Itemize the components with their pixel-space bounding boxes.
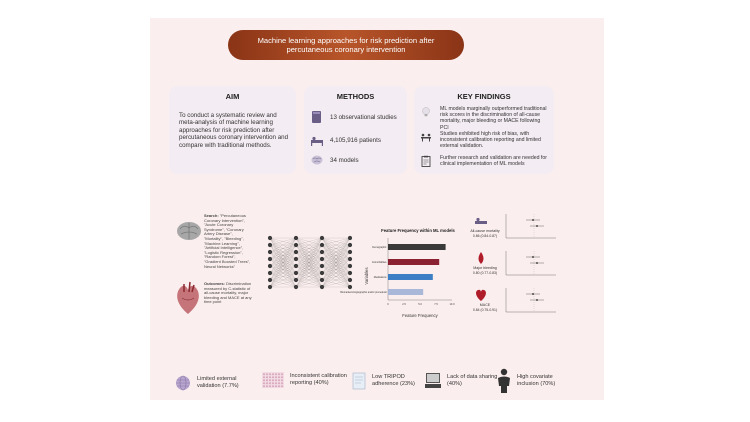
nn-node bbox=[320, 243, 324, 247]
nn-node bbox=[294, 236, 298, 240]
nn-node bbox=[320, 264, 324, 268]
nn-node bbox=[320, 236, 324, 240]
forest-point bbox=[536, 225, 538, 227]
grid-icon-well bbox=[278, 379, 280, 381]
computer-icon bbox=[424, 372, 442, 390]
search-panel bbox=[176, 214, 252, 322]
feature-frequency-chart bbox=[340, 226, 458, 322]
brain-icon bbox=[176, 220, 202, 242]
grid-icon-well bbox=[281, 379, 283, 381]
grid-icon-well bbox=[275, 379, 277, 381]
title-text: Machine learning approaches for risk prediction after percutaneous coronary intervention bbox=[257, 36, 435, 54]
methods-card bbox=[304, 86, 407, 174]
methods-item bbox=[310, 133, 381, 147]
neural-network-diagram bbox=[262, 226, 362, 300]
grid-icon-well bbox=[272, 379, 274, 381]
grid-icon-well bbox=[263, 385, 265, 387]
grid-icon-well bbox=[278, 382, 280, 384]
grid-icon-well bbox=[266, 376, 268, 378]
outcomes-text: Discrimination measured by C-statistic of all-cause mortality, major bleeding and MACE at any time point bbox=[204, 281, 252, 305]
nn-node bbox=[348, 285, 352, 289]
outcome-label: Major bleeding bbox=[473, 266, 497, 270]
grid-icon-well bbox=[278, 373, 280, 375]
outcome-value: 0.84 (0.75-0.91) bbox=[472, 308, 498, 312]
forest-point bbox=[532, 256, 534, 258]
methods-item-text: 4,105,916 patients bbox=[330, 136, 381, 144]
grid-icon-well bbox=[281, 385, 283, 387]
chart-category-label: Medications bbox=[373, 276, 387, 279]
nn-node bbox=[294, 285, 298, 289]
page-title bbox=[228, 30, 464, 60]
forest-plot bbox=[504, 286, 558, 316]
limitation-text: Limited external validation (7.7%) bbox=[197, 376, 239, 389]
chart-tick-label: 2.5 bbox=[402, 303, 406, 306]
limitation-item bbox=[424, 372, 500, 390]
search-block bbox=[204, 214, 252, 269]
chart-bar bbox=[388, 274, 433, 280]
finding-item bbox=[420, 106, 550, 131]
nn-node bbox=[268, 250, 272, 254]
heart-icon bbox=[474, 288, 488, 302]
grid-icon-well bbox=[281, 382, 283, 384]
grid-icon-well bbox=[263, 373, 265, 375]
nn-node bbox=[348, 264, 352, 268]
outcomes-label: Outcomes: bbox=[204, 281, 225, 286]
limitation-text: Lack of data sharing (40%) bbox=[447, 374, 498, 387]
chart-category-label: Comorbidities bbox=[371, 261, 387, 264]
poster-background bbox=[150, 18, 604, 400]
grid-icon-well bbox=[275, 373, 277, 375]
finding-text: Studies exhibited high risk of bias, with inconsistent calibration reporting and limited external validation. bbox=[440, 131, 541, 150]
grid-icon-well bbox=[263, 376, 265, 378]
outcome-row bbox=[470, 212, 560, 246]
nn-node bbox=[294, 264, 298, 268]
nn-node bbox=[294, 271, 298, 275]
nn-node bbox=[294, 243, 298, 247]
limitation-item bbox=[175, 375, 255, 391]
limitation-item bbox=[352, 372, 424, 390]
grid-icon-well bbox=[266, 373, 268, 375]
chart-bar bbox=[388, 244, 446, 250]
report-icon bbox=[352, 372, 366, 390]
nn-node bbox=[268, 285, 272, 289]
chart-xlabel: Feature Frequency bbox=[402, 313, 438, 318]
grid-icon-well bbox=[269, 376, 271, 378]
nn-node bbox=[320, 285, 324, 289]
nn-node bbox=[320, 271, 324, 275]
nn-node bbox=[268, 243, 272, 247]
grid-icon-well bbox=[272, 385, 274, 387]
grid-icon-well bbox=[272, 373, 274, 375]
outcome-label: All-cause mortality bbox=[470, 229, 500, 233]
nn-node bbox=[348, 243, 352, 247]
nn-node bbox=[348, 278, 352, 282]
nn-node bbox=[294, 278, 298, 282]
person-icon bbox=[496, 368, 512, 394]
methods-item bbox=[310, 110, 398, 124]
outcome-value: 0.86 (0.84-0.87) bbox=[472, 234, 498, 238]
finding-text: Further research and validation are needed for clinical implementation of ML models bbox=[440, 155, 547, 168]
chart-category-label: Biomarkers/Angiographic and/or procedural bbox=[340, 291, 387, 294]
grid-icon-well bbox=[263, 382, 265, 384]
chart-tick-label: 7.5 bbox=[434, 303, 438, 306]
nn-node bbox=[268, 278, 272, 282]
methods-heading: METHODS bbox=[336, 92, 375, 101]
limitation-text: Inconsistent calibration reporting (40%) bbox=[290, 373, 347, 386]
aim-heading: AIM bbox=[225, 92, 240, 101]
meeting-icon bbox=[420, 131, 432, 143]
blood-drop-icon bbox=[474, 251, 488, 265]
nn-node bbox=[348, 257, 352, 261]
nn-node bbox=[294, 250, 298, 254]
grid-icon-well bbox=[275, 385, 277, 387]
chart-bar bbox=[388, 289, 423, 295]
grid-icon-well bbox=[269, 373, 271, 375]
grid-icon-well bbox=[278, 376, 280, 378]
nn-node bbox=[268, 257, 272, 261]
grid-icon-well bbox=[269, 382, 271, 384]
nn-node bbox=[348, 236, 352, 240]
forest-point bbox=[532, 219, 534, 221]
grid-icon-well bbox=[275, 376, 277, 378]
aim-text: To conduct a systematic review and meta-analysis of machine learning approaches for risk prediction after percutaneous coronary intervention and compare with traditional methods. bbox=[179, 112, 289, 149]
nn-node bbox=[320, 278, 324, 282]
grid-icon bbox=[262, 372, 284, 388]
forest-point bbox=[536, 262, 538, 264]
finding-item bbox=[420, 131, 550, 150]
outcome-label: MACE bbox=[479, 303, 491, 307]
forest-plot bbox=[504, 249, 558, 279]
methods-item-text: 34 models bbox=[330, 156, 359, 164]
grid-icon-well bbox=[266, 382, 268, 384]
book-icon bbox=[310, 110, 324, 124]
grid-icon-well bbox=[263, 379, 265, 381]
outcome-row bbox=[470, 286, 560, 320]
nn-node bbox=[268, 271, 272, 275]
nn-node bbox=[348, 250, 352, 254]
grid-icon-well bbox=[281, 373, 283, 375]
finding-item bbox=[420, 155, 550, 167]
grid-icon-well bbox=[281, 376, 283, 378]
nn-node bbox=[320, 250, 324, 254]
grid-icon-well bbox=[266, 385, 268, 387]
chart-tick-label: 10.0 bbox=[449, 303, 455, 306]
nn-node bbox=[294, 257, 298, 261]
search-label: Search: bbox=[204, 213, 219, 218]
forest-point bbox=[532, 293, 534, 295]
chart-ylabel: Variables bbox=[364, 267, 369, 285]
grid-icon-well bbox=[272, 376, 274, 378]
methods-item-text: 13 observational studies bbox=[330, 113, 397, 121]
search-text: "Percutaneous Coronary Intervention", "Acute Coronary Syndrome", "Coronary Artery Disease", "Mortality", "Bleeding", "Machine Learning", "Artificial Intelligence", "Logistic Regression", "Random Forest", "Gradient Boosted Trees", Neural Networks" bbox=[204, 213, 251, 269]
heart-anatomy-icon bbox=[174, 280, 202, 316]
clipboard-icon bbox=[420, 155, 432, 167]
finding-text: ML models marginally outperformed traditional risk scores in the discrimination of all-cause mortality, major bleeding or MACE following PCI bbox=[440, 106, 547, 131]
aim-card bbox=[169, 86, 296, 174]
grid-icon-well bbox=[272, 382, 274, 384]
limitation-text: Low TRIPOD adherence (23%) bbox=[372, 374, 415, 387]
nn-node bbox=[268, 264, 272, 268]
outcomes-block bbox=[204, 282, 254, 305]
grid-icon-well bbox=[266, 379, 268, 381]
patient-bed-icon bbox=[310, 133, 324, 147]
forest-plot bbox=[504, 212, 558, 242]
grid-icon-well bbox=[278, 385, 280, 387]
key-findings-heading: KEY FINDINGS bbox=[457, 92, 511, 101]
chart-tick-label: 0 bbox=[387, 303, 389, 306]
key-findings-card bbox=[414, 86, 554, 174]
nn-node bbox=[320, 257, 324, 261]
globe-icon bbox=[175, 375, 191, 391]
methods-item bbox=[310, 153, 359, 167]
outcome-value: 0.80 (0.77-0.83) bbox=[472, 271, 498, 275]
chart-category-label: Demographic bbox=[372, 246, 387, 249]
nn-node bbox=[348, 271, 352, 275]
lightbulb-icon bbox=[420, 106, 432, 118]
forest-point bbox=[536, 299, 538, 301]
limitation-item bbox=[262, 372, 352, 388]
outcome-row bbox=[470, 249, 560, 283]
patient-bed-icon bbox=[474, 214, 488, 228]
brain-icon bbox=[310, 153, 324, 167]
nn-node bbox=[268, 236, 272, 240]
outcome-plots bbox=[470, 212, 560, 324]
chart-tick-label: 5.0 bbox=[418, 303, 422, 306]
grid-icon-well bbox=[269, 385, 271, 387]
limitation-item bbox=[496, 368, 576, 394]
chart-title: Feature Frequency within ML models bbox=[381, 228, 455, 233]
grid-icon-well bbox=[275, 382, 277, 384]
grid-icon-well bbox=[269, 379, 271, 381]
limitation-text: High covariate inclusion (70%) bbox=[517, 374, 556, 387]
chart-bar bbox=[388, 259, 439, 265]
